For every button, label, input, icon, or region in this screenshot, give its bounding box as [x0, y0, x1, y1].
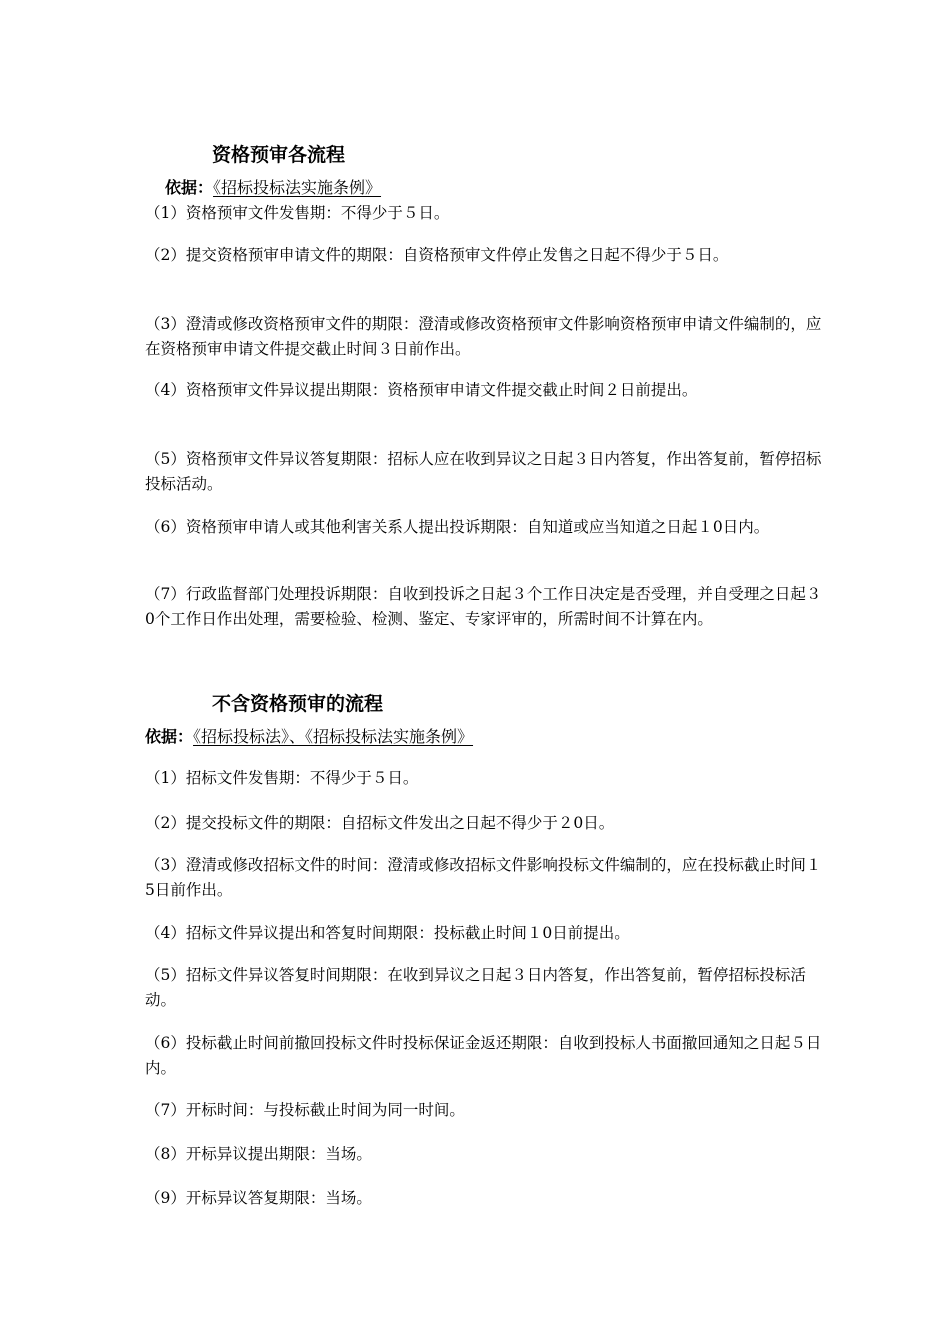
section2-item-2: （2）提交投标文件的期限：自招标文件发出之日起不得少于２0日。	[145, 814, 615, 832]
section2-item-1: （1）招标文件发售期：不得少于５日。	[145, 769, 419, 787]
section2-basis-label: 依据：	[145, 727, 194, 746]
section2-heading: 不含资格预审的流程	[212, 693, 384, 715]
section2-basis	[145, 726, 481, 748]
section1-item-6: （6）资格预审申请人或其他利害关系人提出投诉期限：自知道或应当知道之日起１0日内。	[145, 518, 770, 536]
section1-item-4: （4）资格预审文件异议提出期限：资格预审申请文件提交截止时间２日前提出。	[145, 381, 698, 399]
section1-item-5: （5）资格预审文件异议答复期限：招标人应在收到异议之日起３日内答复，作出答复前，暂停招标投标活动。	[145, 450, 822, 493]
section1-basis	[165, 177, 389, 199]
section2-item-9: （9）开标异议答复期限：当场。	[145, 1189, 372, 1207]
section1-heading: 资格预审各流程	[212, 144, 346, 166]
section2-item-4: （4）招标文件异议提出和答复时间期限：投标截止时间１0日前提出。	[145, 924, 630, 942]
section1-basis-reference: 《招标投标法实施条例》	[213, 178, 382, 197]
section2-item-7: （7）开标时间：与投标截止时间为同一时间。	[145, 1101, 465, 1119]
section2-item-3: （3）澄清或修改招标文件的时间：澄清或修改招标文件影响投标文件编制的，应在投标截止时间１5日前作出。	[145, 856, 822, 899]
section2-item-6: （6）投标截止时间前撤回投标文件时投标保证金返还期限：自收到投标人书面撤回通知之日起５日内。	[145, 1034, 822, 1077]
section2-item-8: （8）开标异议提出期限：当场。	[145, 1145, 372, 1163]
section2-item-5: （5）招标文件异议答复时间期限：在收到异议之日起３日内答复，作出答复前，暂停招标投标活动。	[145, 966, 806, 1009]
section1-item-7: （7）行政监督部门处理投诉期限：自收到投诉之日起３个工作日决定是否受理，并自受理之日起３0个工作日作出处理，需要检验、检测、鉴定、专家评审的，所需时间不计算在内。	[145, 585, 822, 628]
section1-basis-label: 依据：	[165, 178, 214, 197]
section1-item-3: （3）澄清或修改资格预审文件的期限：澄清或修改资格预审文件影响资格预审申请文件编制的，应在资格预审申请文件提交截止时间３日前作出。	[145, 315, 822, 358]
section1-item-2: （2）提交资格预审申请文件的期限：自资格预审文件停止发售之日起不得少于５日。	[145, 246, 729, 264]
section2-basis-reference: 《招标投标法》、《招标投标法实施条例》	[193, 727, 474, 746]
section1-item-1: （1）资格预审文件发售期：不得少于５日。	[145, 204, 450, 222]
